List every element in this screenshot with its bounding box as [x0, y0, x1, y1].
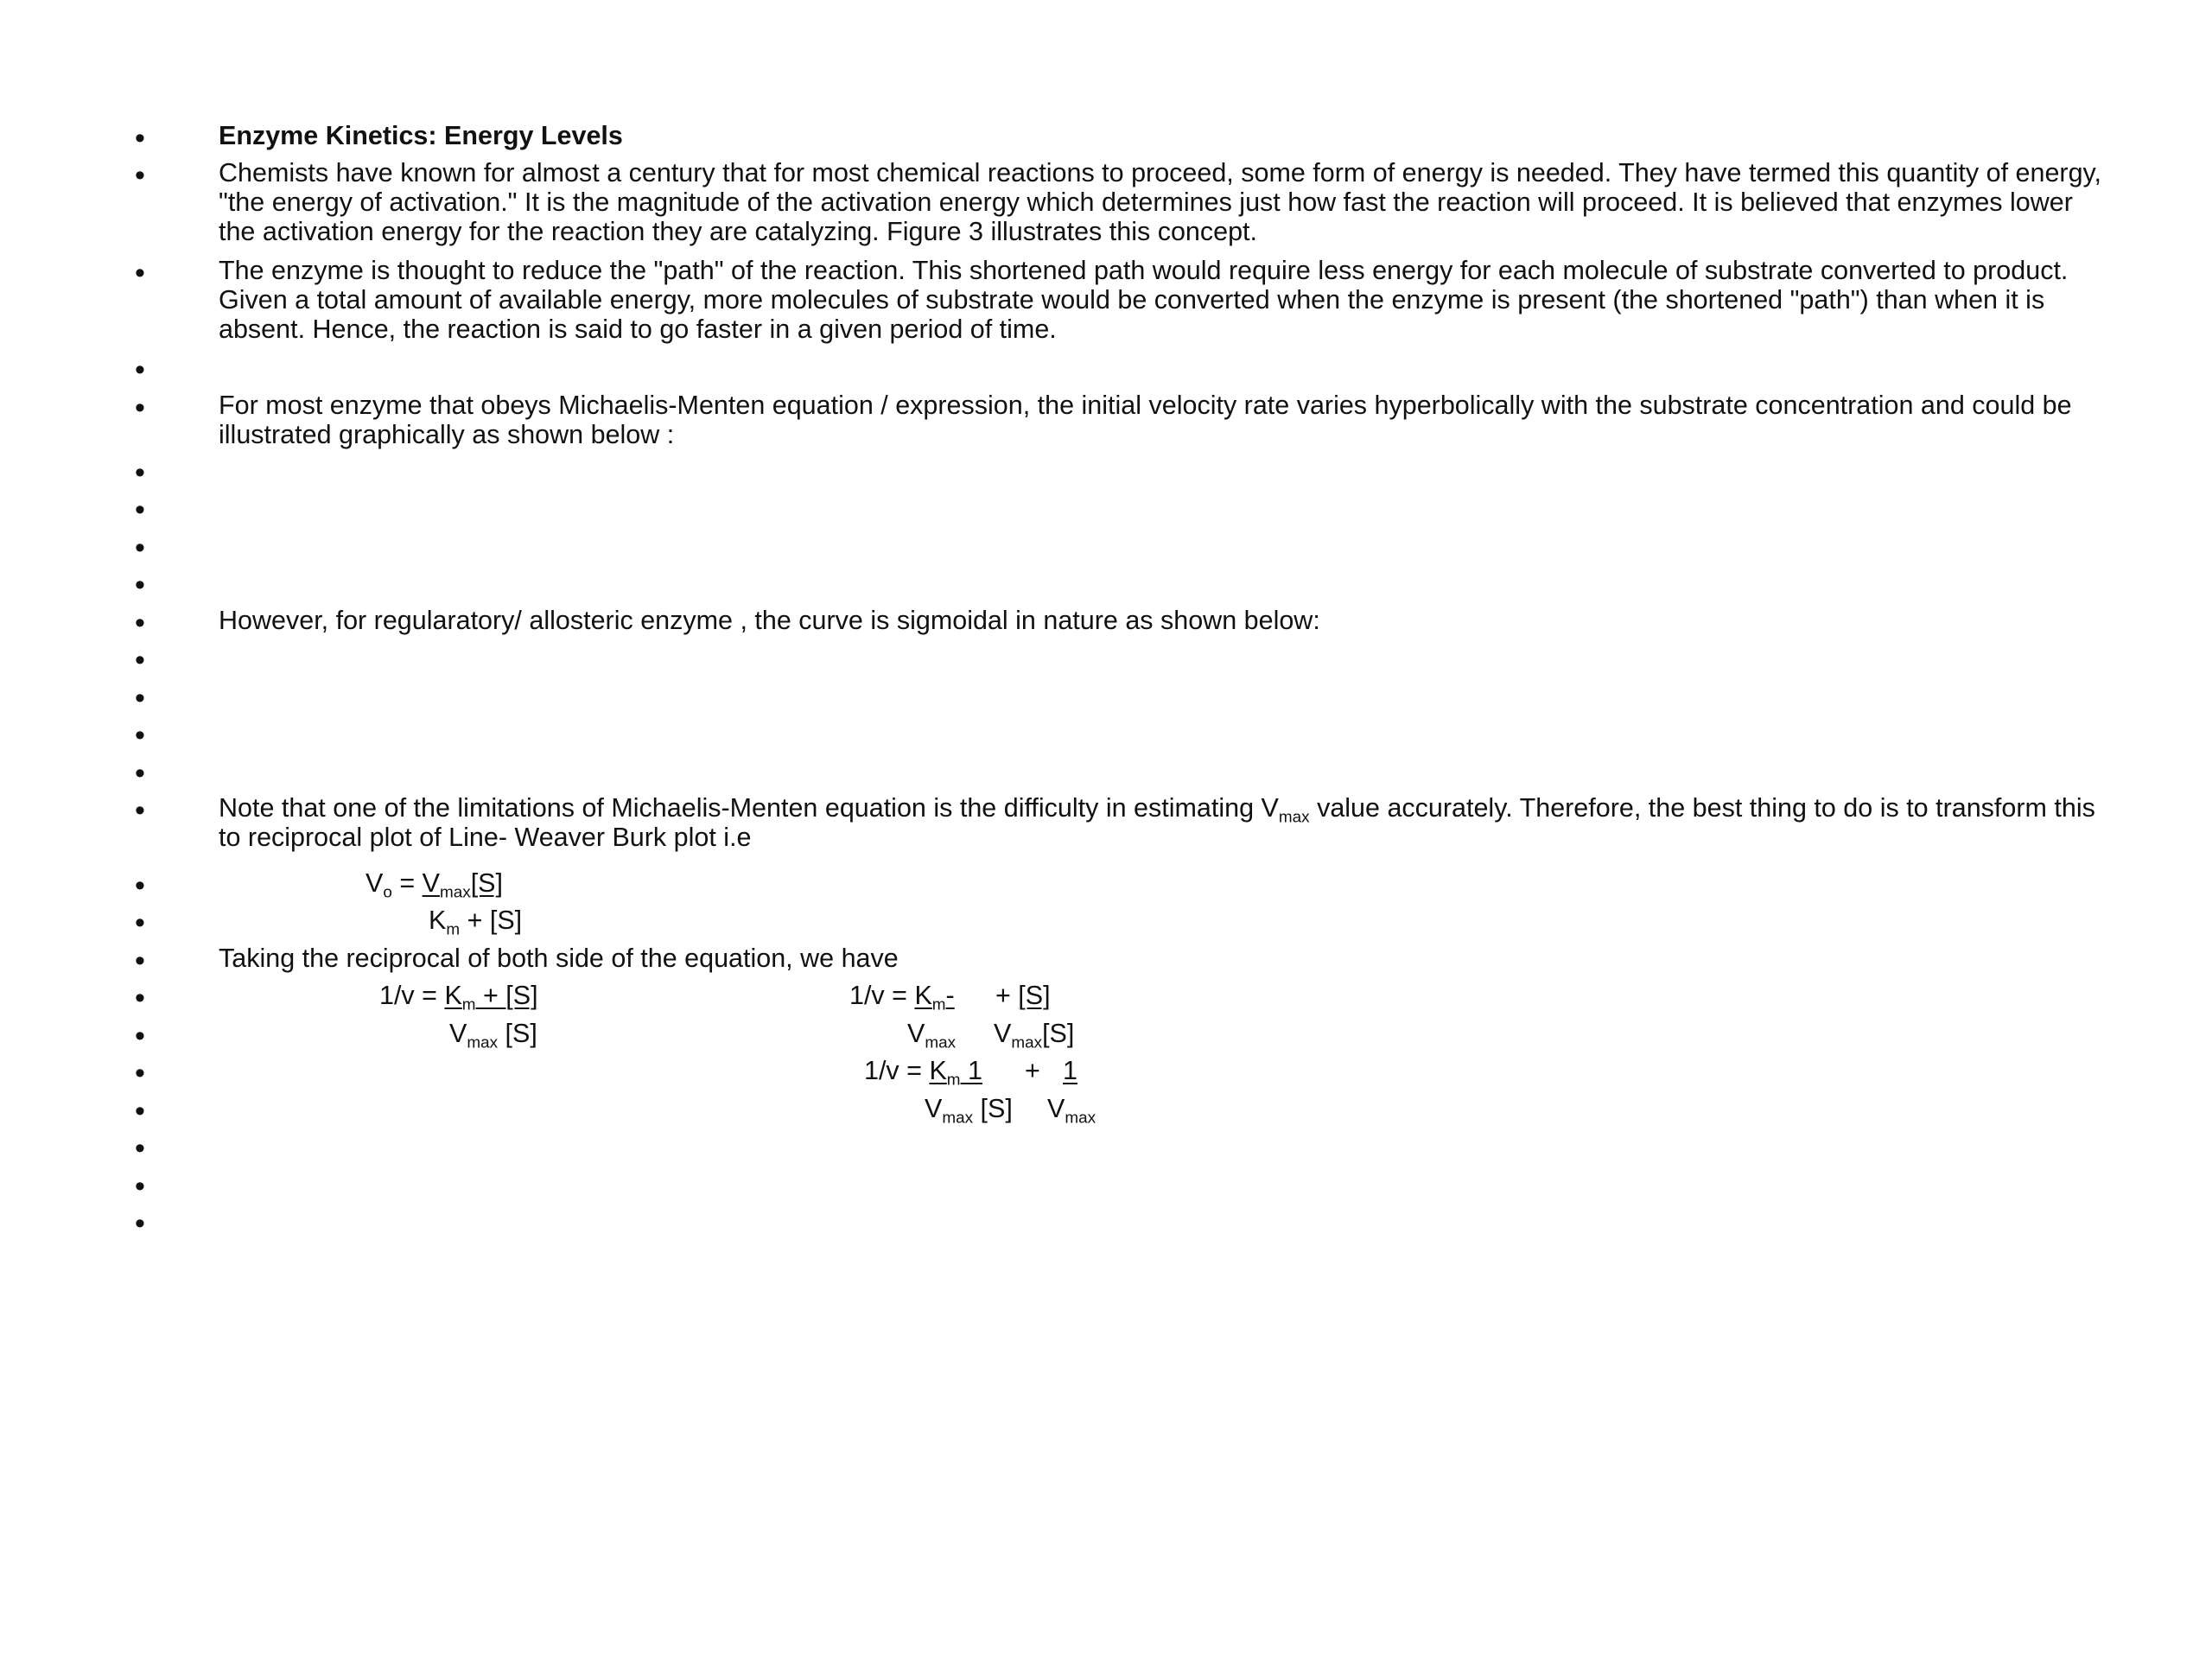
bullet-marker: •	[135, 719, 145, 752]
mm-numerator: $V_{max}[S]$	[422, 868, 503, 902]
bullet-marker: •	[135, 794, 145, 827]
bullet-marker: •	[135, 353, 145, 386]
reciprocal-equation-1-denominator: $V_{max}$ [S]	[449, 1019, 537, 1052]
bullet-marker: •	[135, 569, 145, 601]
bullet-marker: •	[135, 644, 145, 677]
limitations-text-a: Note that one of the limitations of Michaelis-Menten equation is the difficulty in estimating V	[219, 793, 1279, 823]
paragraph-limitations	[219, 793, 2102, 852]
reciprocal-equation-3-denominator-2: $V_{max}$	[1047, 1094, 1096, 1128]
bullet-marker: •	[135, 122, 145, 155]
paragraph-allosteric: However, for regularatory/ allosteric enzyme , the curve is sigmoidal in nature as shown below:	[219, 606, 1320, 635]
bullet-marker: •	[135, 1132, 145, 1165]
bullet-marker: •	[135, 1020, 145, 1052]
page-title: Enzyme Kinetics: Energy Levels	[219, 121, 623, 150]
reciprocal-equation-3: $1/v = K_m$ 1	[864, 1056, 982, 1090]
reciprocal-equation-3-term2: 1	[1063, 1056, 1077, 1085]
bullet-marker: •	[135, 906, 145, 939]
recip1-numerator: $K_m + [S]$	[444, 981, 538, 1014]
limitations-text-b: value accurately. Therefore, the best thing to do is to transform this to reciprocal plot of Line- Weaver Burk plot i.e	[219, 793, 2095, 852]
vmax-subscript: max	[1278, 808, 1310, 827]
paragraph-michaelis-menten: For most enzyme that obeys Michaelis-Menten equation / expression, the initial velocity rate varies hyperbolically with the substrate concentration and could be illustrated graphically as shown below :	[219, 391, 2072, 449]
bullet-marker: •	[135, 257, 145, 289]
paragraph-enzyme-path: The enzyme is thought to reduce the "path" of the reaction. This shortened path would require less energy for each molecule of substrate converted to product. Given a total amount of available energy, more molecules of substrate would be converted when the enzyme is present (the shortened "path") than when it is absent. Hence, the reaction is said to go faster in a given period of time.	[219, 256, 2069, 344]
bullet-marker: •	[135, 757, 145, 790]
bullet-marker: •	[135, 531, 145, 564]
recip3-term1: $K_m$ 1	[929, 1056, 982, 1090]
reciprocal-equation-2-denominator-1: $V_{max}$	[907, 1019, 957, 1052]
reciprocal-equation-2-denominator-2: $V_{max}[S]$	[994, 1019, 1075, 1052]
paragraph-reciprocal-intro: Taking the reciprocal of both side of the equation, we have	[219, 944, 899, 973]
reciprocal-equation-3-plus: +	[1025, 1056, 1040, 1085]
bullet-marker: •	[135, 869, 145, 902]
reciprocal-equation-2-term2: + [S]	[995, 981, 1051, 1010]
bullet-marker: •	[135, 1207, 145, 1240]
bullet-marker: •	[135, 456, 145, 489]
mm-equation-numerator-line: $V_o = V_{max}[S]$	[365, 868, 503, 902]
reciprocal-equation-2: $1/v = K_m-$	[849, 981, 955, 1014]
bullet-marker: •	[135, 391, 145, 424]
bullet-marker: •	[135, 982, 145, 1014]
bullet-marker: •	[135, 682, 145, 715]
recip2-term1: $K_m-$	[914, 981, 955, 1014]
bullet-marker: •	[135, 944, 145, 977]
bullet-marker: •	[135, 607, 145, 639]
paragraph-activation-energy: Chemists have known for almost a century that for most chemical reactions to proceed, some form of energy is needed. They have termed this quantity of energy, "the energy of activation." It is the magnitude of the activation energy which determines just how fast the reaction will proceed. It is believed that enzymes lower the activation energy for the reaction they are catalyzing. Figure 3 illustrates this concept.	[219, 158, 2101, 246]
reciprocal-equation-3-denominator-1: $V_{max}$ [S]	[925, 1094, 1013, 1128]
bullet-marker: •	[135, 1170, 145, 1203]
bullet-marker: •	[135, 159, 145, 192]
bullet-marker: •	[135, 493, 145, 526]
mm-equation-denominator: $K_m + [S]$	[429, 906, 523, 939]
reciprocal-equation-1: $1/v = K_m + [S]$	[379, 981, 538, 1014]
bullet-marker: •	[135, 1095, 145, 1128]
bullet-marker: •	[135, 1057, 145, 1090]
